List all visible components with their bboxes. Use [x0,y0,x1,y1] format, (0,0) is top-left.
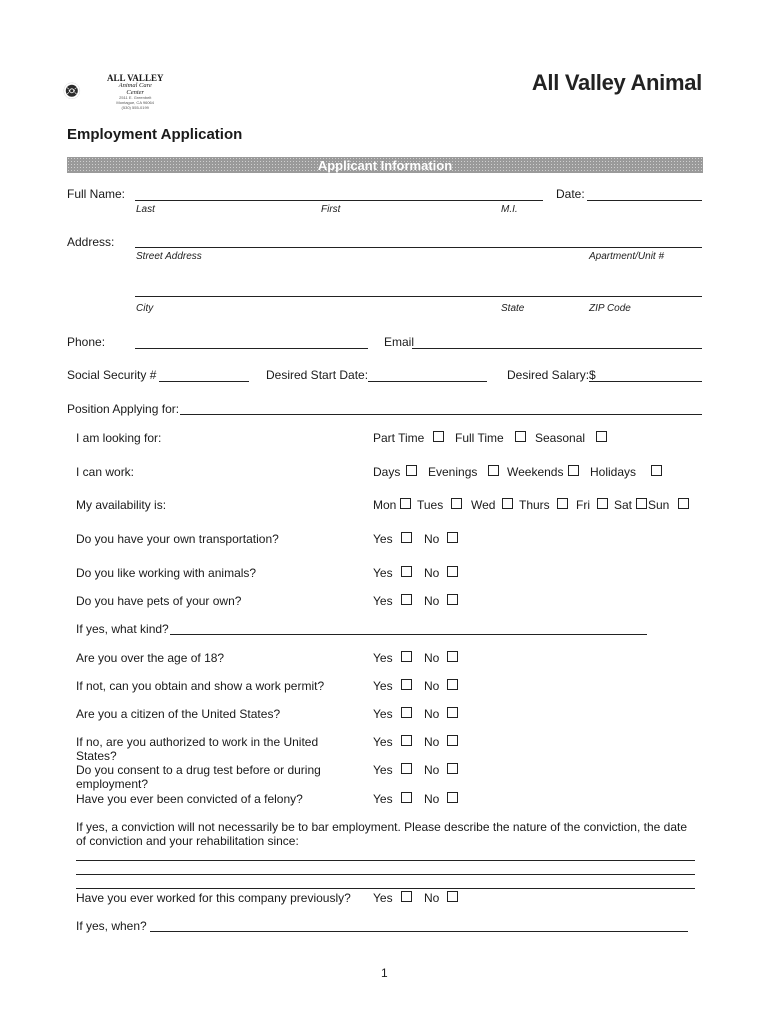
animals-no-checkbox[interactable] [447,566,458,577]
salary-label: Desired Salary: [507,368,590,382]
logo-address2: Montague, CA 96064 [116,99,155,105]
caption-apartment: Apartment/Unit # [589,251,665,262]
yes-label: Yes [373,763,393,777]
fri-checkbox[interactable] [597,498,608,509]
salary-field[interactable] [589,381,702,382]
caption-first: First [321,204,341,215]
felony-no-checkbox[interactable] [447,792,458,803]
no-label: No [424,594,440,608]
day-sat: Sat [614,498,633,512]
drug-test-no-checkbox[interactable] [447,763,458,774]
yes-label: Yes [373,792,393,806]
caption-street: Street Address [136,251,202,262]
logo-phone: (530) 555-0199 [121,104,149,110]
organization-title: All Valley Animal [531,70,702,95]
worked-previously-yes-checkbox[interactable] [401,891,412,902]
day-mon: Mon [373,498,397,512]
no-label: No [424,566,440,580]
day-wed: Wed [471,498,496,512]
phone-label: Phone: [67,335,106,349]
conviction-line-1[interactable] [76,860,695,861]
salary-prefix: $ [589,368,596,382]
yes-label: Yes [373,735,393,749]
part-time-checkbox[interactable] [433,431,444,442]
pets-kind-label: If yes, what kind? [76,622,169,636]
pets-kind-field[interactable] [170,634,647,635]
logo-line1: Animal Care [118,82,152,89]
street-address-field[interactable] [135,247,702,248]
question-transportation: Do you have your own transportation? [76,532,279,546]
option-full-time: Full Time [455,431,504,445]
date-label: Date: [556,187,585,201]
mon-checkbox[interactable] [400,498,411,509]
section-title: Applicant Information [317,157,453,173]
option-weekends: Weekends [507,465,564,479]
option-seasonal: Seasonal [535,431,586,445]
logo-emblem [63,70,107,114]
question-authorized: If no, are you authorized to work in the United States? [76,735,319,763]
drug-test-yes-checkbox[interactable] [401,763,412,774]
day-sun: Sun [648,498,670,512]
question-animals: Do you like working with animals? [76,566,257,580]
weekends-checkbox[interactable] [568,465,579,476]
question-work-permit: If not, can you obtain and show a work permit? [76,679,325,693]
start-date-field[interactable] [368,381,487,382]
evenings-checkbox[interactable] [488,465,499,476]
tues-checkbox[interactable] [451,498,462,509]
authorized-yes-checkbox[interactable] [401,735,412,746]
section-band [67,157,703,173]
position-label: Position Applying for: [67,402,180,416]
question-over-18: Are you over the age of 18? [76,651,225,665]
full-time-checkbox[interactable] [515,431,526,442]
can-work-label: I can work: [76,465,135,479]
yes-label: Yes [373,679,393,693]
sun-checkbox[interactable] [678,498,689,509]
full-name-field[interactable] [135,200,543,201]
conviction-line-2[interactable] [76,874,695,875]
worked-previously-no-checkbox[interactable] [447,891,458,902]
no-label: No [424,792,440,806]
address-label: Address: [67,235,115,249]
form-title: Employment Application [67,126,243,143]
ssn-field[interactable] [159,381,249,382]
animals-yes-checkbox[interactable] [401,566,412,577]
conviction-note: If yes, a conviction will not necessarily be to bar employment. Please describe the nature of the conviction, the date of conviction and your rehabilitation since: [76,820,687,848]
caption-mi: M.I. [501,204,518,215]
felony-yes-checkbox[interactable] [401,792,412,803]
looking-label: I am looking for: [76,431,162,445]
work-permit-no-checkbox[interactable] [447,679,458,690]
thurs-checkbox[interactable] [557,498,568,509]
pets-no-checkbox[interactable] [447,594,458,605]
no-label: No [424,532,440,546]
question-drug-test: Do you consent to a drug test before or during employment? [76,763,321,791]
no-label: No [424,735,440,749]
over-18-no-checkbox[interactable] [447,651,458,662]
ssn-label: Social Security # [67,368,157,382]
yes-label: Yes [373,651,393,665]
day-thurs: Thurs [519,498,550,512]
yes-label: Yes [373,707,393,721]
transportation-yes-checkbox[interactable] [401,532,412,543]
sat-checkbox[interactable] [636,498,647,509]
transportation-no-checkbox[interactable] [447,532,458,543]
page-number: 1 [381,966,388,980]
email-field[interactable] [412,348,702,349]
option-evenings: Evenings [428,465,478,479]
logo-text [107,74,163,110]
no-label: No [424,679,440,693]
caption-city: City [136,303,154,314]
question-pets: Do you have pets of your own? [76,594,242,608]
no-label: No [424,763,440,777]
question-felony: Have you ever been convicted of a felony? [76,792,303,806]
yes-label: Yes [373,594,393,608]
authorized-no-checkbox[interactable] [447,735,458,746]
pets-yes-checkbox[interactable] [401,594,412,605]
caption-zip: ZIP Code [589,303,631,314]
no-label: No [424,891,440,905]
conviction-line-3[interactable] [76,888,695,889]
holidays-checkbox[interactable] [651,465,662,476]
phone-field[interactable] [135,348,368,349]
question-citizen: Are you a citizen of the United States? [76,707,281,721]
when-label: If yes, when? [76,919,147,933]
option-holidays: Holidays [590,465,637,479]
date-field[interactable] [587,200,702,201]
email-label: Email [384,335,415,349]
position-field[interactable] [180,414,702,415]
option-days: Days [373,465,401,479]
logo-address1: 2511 E. Greenbelt [119,95,152,100]
citizen-no-checkbox[interactable] [447,707,458,718]
caption-state: State [501,303,525,314]
day-fri: Fri [576,498,590,512]
caption-last: Last [136,204,155,215]
availability-label: My availability is: [76,498,167,512]
yes-label: Yes [373,891,393,905]
over-18-yes-checkbox[interactable] [401,651,412,662]
citizen-yes-checkbox[interactable] [401,707,412,718]
no-label: No [424,707,440,721]
when-field[interactable] [150,931,688,932]
logo-line2: Center [126,88,145,96]
logo-name: ALL VALLEY [107,73,164,83]
start-date-label: Desired Start Date: [266,368,369,382]
day-tues: Tues [417,498,444,512]
yes-label: Yes [373,566,393,580]
days-checkbox[interactable] [406,465,417,476]
option-part-time: Part Time [373,431,425,445]
yes-label: Yes [373,532,393,546]
no-label: No [424,651,440,665]
city-state-zip-field[interactable] [135,296,702,297]
wed-checkbox[interactable] [502,498,513,509]
work-permit-yes-checkbox[interactable] [401,679,412,690]
seasonal-checkbox[interactable] [596,431,607,442]
question-worked-previously: Have you ever worked for this company previously? [76,891,351,905]
full-name-label: Full Name: [67,187,126,201]
